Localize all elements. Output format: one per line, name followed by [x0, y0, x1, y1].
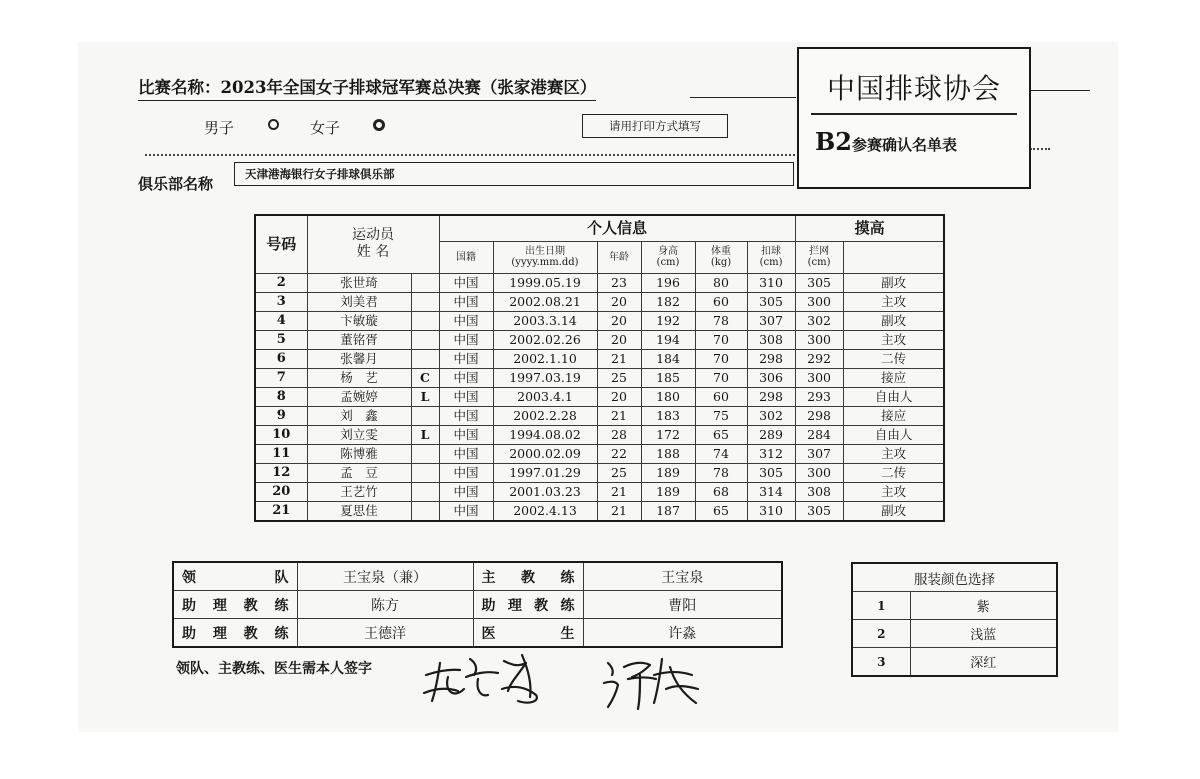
player-mark [411, 273, 439, 292]
header-spike: 扣球 (cm) [747, 241, 795, 273]
player-nationality: 中国 [439, 444, 493, 463]
header-number: 号码 [255, 215, 307, 273]
player-age: 21 [597, 406, 641, 425]
club-label: 俱乐部名称 [138, 175, 214, 193]
player-mark [411, 444, 439, 463]
player-height: 183 [641, 406, 695, 425]
player-name: 孟婉婷 [307, 387, 411, 406]
signature-second [604, 659, 698, 709]
player-height: 187 [641, 501, 695, 521]
player-position: 自由人 [843, 425, 944, 444]
player-height: 196 [641, 273, 695, 292]
player-position: 主攻 [843, 444, 944, 463]
player-weight: 60 [695, 387, 747, 406]
organization-name: 中国排球协会 [826, 72, 1001, 105]
header-athlete: 运动员 姓 名 [307, 215, 439, 273]
player-birth-date: 1994.08.02 [493, 425, 597, 444]
player-age: 21 [597, 349, 641, 368]
player-weight: 78 [695, 463, 747, 482]
player-height: 192 [641, 311, 695, 330]
staff-label: 助理教练 [173, 619, 297, 648]
player-spike-reach: 298 [747, 349, 795, 368]
dotted-separator-right [1030, 148, 1050, 150]
player-nationality: 中国 [439, 463, 493, 482]
handwritten-signatures [418, 645, 708, 715]
player-nationality: 中国 [439, 368, 493, 387]
form-title-text: 参赛确认名单表 [851, 136, 957, 154]
player-name: 刘美君 [307, 292, 411, 311]
table-row [255, 349, 944, 368]
player-block-reach: 305 [795, 273, 843, 292]
table-row [255, 387, 944, 406]
table-row [255, 463, 944, 482]
table-row [255, 292, 944, 311]
staff-label: 助理教练 [173, 591, 297, 619]
player-height: 189 [641, 463, 695, 482]
player-weight: 65 [695, 501, 747, 521]
player-name: 孟 豆 [307, 463, 411, 482]
player-position: 副攻 [843, 501, 944, 521]
player-name: 卞敏璇 [307, 311, 411, 330]
color-option-index: 3 [852, 648, 910, 677]
player-mark [411, 501, 439, 521]
player-name: 张馨月 [307, 349, 411, 368]
player-position: 主攻 [843, 292, 944, 311]
player-block-reach: 284 [795, 425, 843, 444]
header-reach: 摸高 [795, 215, 944, 241]
player-age: 21 [597, 482, 641, 501]
competition-title: 比赛名称：2023年全国女子排球冠军赛总决赛（张家港赛区） [138, 74, 596, 101]
player-weight: 78 [695, 311, 747, 330]
player-birth-date: 2002.08.21 [493, 292, 597, 311]
player-number: 4 [255, 311, 307, 330]
player-spike-reach: 307 [747, 311, 795, 330]
staff-label: 主教练 [473, 562, 583, 591]
player-position: 主攻 [843, 330, 944, 349]
player-spike-reach: 298 [747, 387, 795, 406]
player-mark [411, 463, 439, 482]
player-birth-date: 1997.01.29 [493, 463, 597, 482]
table-row [255, 406, 944, 425]
player-spike-reach: 306 [747, 368, 795, 387]
player-mark: L [411, 387, 439, 406]
player-spike-reach: 310 [747, 501, 795, 521]
table-row [255, 311, 944, 330]
player-number: 9 [255, 406, 307, 425]
player-block-reach: 300 [795, 292, 843, 311]
player-name: 张世琦 [307, 273, 411, 292]
player-age: 25 [597, 368, 641, 387]
header-personal-info: 个人信息 [439, 215, 795, 241]
player-age: 20 [597, 387, 641, 406]
staff-value: 王宝泉（兼） [297, 562, 473, 591]
player-block-reach: 300 [795, 330, 843, 349]
player-birth-date: 2002.4.13 [493, 501, 597, 521]
roster-body [255, 273, 944, 521]
color-option-value: 浅蓝 [910, 620, 1057, 648]
player-age: 20 [597, 330, 641, 349]
table-row [255, 482, 944, 501]
player-position: 主攻 [843, 482, 944, 501]
color-option-index: 2 [852, 620, 910, 648]
uniform-color-table [851, 562, 1058, 677]
player-birth-date: 1999.05.19 [493, 273, 597, 292]
player-birth-date: 2002.02.26 [493, 330, 597, 349]
player-age: 22 [597, 444, 641, 463]
player-weight: 70 [695, 368, 747, 387]
player-height: 188 [641, 444, 695, 463]
player-birth-date: 2002.2.28 [493, 406, 597, 425]
player-birth-date: 2003.3.14 [493, 311, 597, 330]
roster-table [254, 214, 945, 522]
player-weight: 70 [695, 349, 747, 368]
gender-male-label: 男子 [204, 119, 235, 137]
player-position: 自由人 [843, 387, 944, 406]
gender-female-radio[interactable] [373, 119, 385, 131]
player-spike-reach: 312 [747, 444, 795, 463]
player-block-reach: 305 [795, 501, 843, 521]
player-nationality: 中国 [439, 387, 493, 406]
player-spike-reach: 289 [747, 425, 795, 444]
player-block-reach: 293 [795, 387, 843, 406]
player-weight: 74 [695, 444, 747, 463]
player-height: 172 [641, 425, 695, 444]
player-height: 185 [641, 368, 695, 387]
color-option-index: 1 [852, 592, 910, 620]
player-number: 5 [255, 330, 307, 349]
table-row [255, 425, 944, 444]
staff-value: 王德洋 [297, 619, 473, 648]
print-instruction-box: 请用打印方式填写 [582, 114, 728, 138]
player-weight: 75 [695, 406, 747, 425]
player-nationality: 中国 [439, 292, 493, 311]
form-code: B2 [815, 127, 852, 156]
staff-value: 陈方 [297, 591, 473, 619]
player-mark: L [411, 425, 439, 444]
player-block-reach: 300 [795, 368, 843, 387]
player-number: 10 [255, 425, 307, 444]
player-mark [411, 311, 439, 330]
header-height: 身高 (cm) [641, 241, 695, 273]
table-row [255, 330, 944, 349]
gender-female-label: 女子 [310, 119, 341, 137]
player-position: 副攻 [843, 273, 944, 292]
player-number: 20 [255, 482, 307, 501]
staff-row [173, 619, 782, 648]
staff-label: 助理教练 [473, 591, 583, 619]
player-number: 2 [255, 273, 307, 292]
player-nationality: 中国 [439, 349, 493, 368]
player-mark: C [411, 368, 439, 387]
player-height: 180 [641, 387, 695, 406]
player-spike-reach: 314 [747, 482, 795, 501]
player-number: 21 [255, 501, 307, 521]
staff-value: 许淼 [583, 619, 782, 648]
form-title [815, 127, 957, 156]
player-number: 6 [255, 349, 307, 368]
player-nationality: 中国 [439, 311, 493, 330]
player-name: 夏思佳 [307, 501, 411, 521]
staff-table [172, 561, 783, 648]
player-spike-reach: 305 [747, 292, 795, 311]
player-weight: 70 [695, 330, 747, 349]
player-weight: 65 [695, 425, 747, 444]
title-underline [690, 97, 796, 98]
player-birth-date: 2003.4.1 [493, 387, 597, 406]
player-spike-reach: 302 [747, 406, 795, 425]
player-weight: 60 [695, 292, 747, 311]
player-name: 王艺竹 [307, 482, 411, 501]
player-mark [411, 349, 439, 368]
player-number: 11 [255, 444, 307, 463]
player-height: 182 [641, 292, 695, 311]
player-mark [411, 330, 439, 349]
player-block-reach: 307 [795, 444, 843, 463]
player-block-reach: 302 [795, 311, 843, 330]
player-nationality: 中国 [439, 330, 493, 349]
table-row [255, 273, 944, 292]
header-weight: 体重 (kg) [695, 241, 747, 273]
player-mark [411, 482, 439, 501]
header-age: 年龄 [597, 241, 641, 273]
dotted-separator [145, 154, 795, 156]
table-row [255, 501, 944, 521]
player-age: 21 [597, 501, 641, 521]
player-spike-reach: 308 [747, 330, 795, 349]
table-row [255, 368, 944, 387]
player-block-reach: 292 [795, 349, 843, 368]
gender-male-radio[interactable] [268, 119, 279, 130]
staff-value: 王宝泉 [583, 562, 782, 591]
uniform-color-title: 服装颜色选择 [852, 563, 1057, 592]
player-nationality: 中国 [439, 406, 493, 425]
player-position: 副攻 [843, 311, 944, 330]
player-height: 184 [641, 349, 695, 368]
player-block-reach: 298 [795, 406, 843, 425]
player-nationality: 中国 [439, 501, 493, 521]
player-birth-date: 1997.03.19 [493, 368, 597, 387]
player-spike-reach: 305 [747, 463, 795, 482]
organization-box [797, 47, 1031, 189]
player-nationality: 中国 [439, 482, 493, 501]
organization-rule [811, 113, 1017, 115]
player-height: 194 [641, 330, 695, 349]
table-row [255, 444, 944, 463]
player-weight: 80 [695, 273, 747, 292]
staff-value: 曹阳 [583, 591, 782, 619]
header-nationality: 国籍 [439, 241, 493, 273]
player-weight: 68 [695, 482, 747, 501]
player-name: 董铭胥 [307, 330, 411, 349]
staff-row [173, 591, 782, 619]
player-name: 刘立雯 [307, 425, 411, 444]
player-number: 7 [255, 368, 307, 387]
player-height: 189 [641, 482, 695, 501]
header-block: 拦网 (cm) [795, 241, 843, 273]
player-position: 接应 [843, 368, 944, 387]
player-age: 25 [597, 463, 641, 482]
player-position: 接应 [843, 406, 944, 425]
player-number: 8 [255, 387, 307, 406]
player-birth-date: 2000.02.09 [493, 444, 597, 463]
signature-first [424, 655, 537, 703]
player-birth-date: 2001.03.23 [493, 482, 597, 501]
player-mark [411, 406, 439, 425]
player-position: 二传 [843, 349, 944, 368]
player-position: 二传 [843, 463, 944, 482]
player-nationality: 中国 [439, 425, 493, 444]
player-number: 12 [255, 463, 307, 482]
player-nationality: 中国 [439, 273, 493, 292]
club-name-field: 天津港海银行女子排球俱乐部 [234, 162, 794, 186]
player-age: 20 [597, 292, 641, 311]
header-birth-date: 出生日期 (yyyy.mm.dd) [493, 241, 597, 273]
staff-label: 医生 [473, 619, 583, 648]
signature-note: 领队、主教练、医生需本人签字 [176, 661, 372, 677]
player-spike-reach: 310 [747, 273, 795, 292]
player-name: 刘 鑫 [307, 406, 411, 425]
player-mark [411, 292, 439, 311]
staff-row [173, 562, 782, 591]
color-option-value: 深红 [910, 648, 1057, 677]
player-name: 杨 艺 [307, 368, 411, 387]
player-name: 陈博雅 [307, 444, 411, 463]
staff-label: 领队 [173, 562, 297, 591]
player-block-reach: 300 [795, 463, 843, 482]
color-option-value: 紫 [910, 592, 1057, 620]
player-age: 23 [597, 273, 641, 292]
player-birth-date: 2002.1.10 [493, 349, 597, 368]
header-rule-right [1028, 90, 1090, 91]
player-number: 3 [255, 292, 307, 311]
player-age: 20 [597, 311, 641, 330]
player-age: 28 [597, 425, 641, 444]
player-block-reach: 308 [795, 482, 843, 501]
